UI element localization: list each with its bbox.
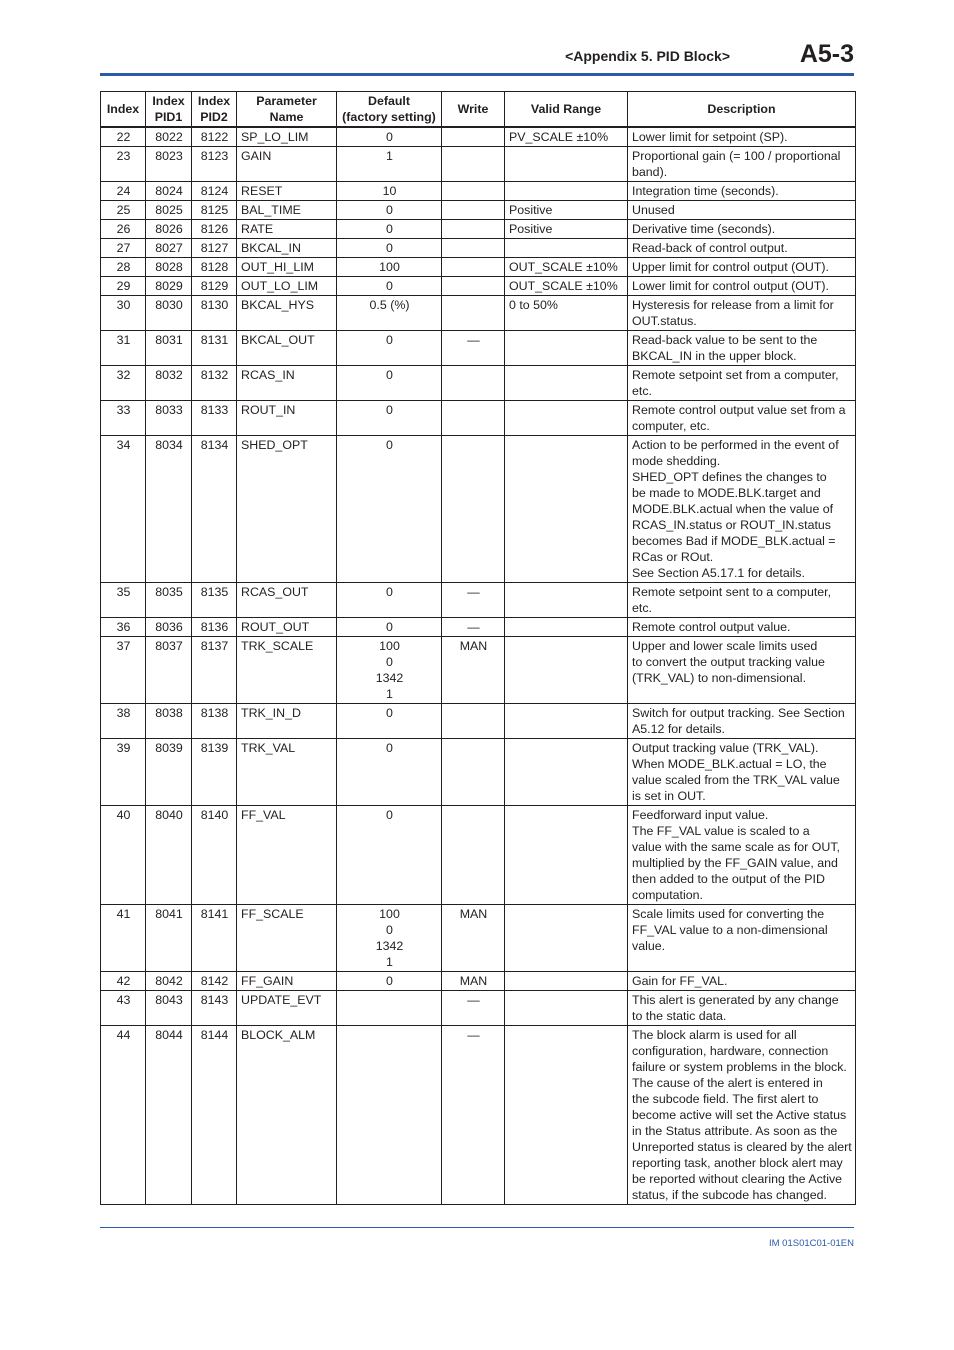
- description-cell: Upper and lower scale limits used to convert the output tracking value (TRK_VAL) to non-dimensional.: [628, 637, 856, 704]
- index-pid2-cell: 8125: [192, 201, 237, 220]
- index-cell: 40: [101, 806, 146, 905]
- index-pid1-cell: 8036: [146, 618, 192, 637]
- write-cell: MAN: [442, 637, 505, 704]
- write-cell: [442, 277, 505, 296]
- index-pid2-cell: 8124: [192, 182, 237, 201]
- write-cell: [442, 182, 505, 201]
- index-pid1-cell: 8027: [146, 239, 192, 258]
- description-cell: Remote control output value set from a computer, etc.: [628, 401, 856, 436]
- table-row: [101, 239, 856, 258]
- table-header: [101, 92, 856, 128]
- description-cell: Switch for output tracking. See Section A5.12 for details.: [628, 704, 856, 739]
- index-pid2-cell: 8123: [192, 147, 237, 182]
- index-cell: 36: [101, 618, 146, 637]
- col-write-header: Write: [442, 92, 505, 128]
- table-row: [101, 704, 856, 739]
- page-number: A5-3: [799, 40, 854, 68]
- default-cell: 100 0 1342 1: [337, 637, 442, 704]
- index-pid2-cell: 8133: [192, 401, 237, 436]
- valid-range-cell: [505, 583, 628, 618]
- default-cell: 0: [337, 331, 442, 366]
- header-rule: [100, 73, 854, 76]
- index-pid2-cell: 8129: [192, 277, 237, 296]
- description-cell: Remote setpoint set from a computer, etc.: [628, 366, 856, 401]
- valid-range-cell: 0 to 50%: [505, 296, 628, 331]
- valid-range-cell: [505, 972, 628, 991]
- index-pid1-cell: 8025: [146, 201, 192, 220]
- index-pid1-cell: 8031: [146, 331, 192, 366]
- valid-range-cell: [505, 704, 628, 739]
- parameter-name-cell: RESET: [237, 182, 337, 201]
- parameter-name-cell: TRK_SCALE: [237, 637, 337, 704]
- description-cell: Proportional gain (= 100 / proportional band).: [628, 147, 856, 182]
- index-pid2-cell: 8143: [192, 991, 237, 1026]
- description-cell: Hysteresis for release from a limit for OUT.status.: [628, 296, 856, 331]
- index-cell: 38: [101, 704, 146, 739]
- write-cell: [442, 201, 505, 220]
- index-cell: 25: [101, 201, 146, 220]
- valid-range-cell: [505, 147, 628, 182]
- index-pid1-cell: 8026: [146, 220, 192, 239]
- default-cell: 0: [337, 366, 442, 401]
- write-cell: —: [442, 1026, 505, 1205]
- col-index-pid2-header: Index PID2: [192, 92, 237, 128]
- index-pid2-cell: 8127: [192, 239, 237, 258]
- index-pid1-cell: 8039: [146, 739, 192, 806]
- index-pid2-cell: 8139: [192, 739, 237, 806]
- description-cell: Lower limit for control output (OUT).: [628, 277, 856, 296]
- write-cell: MAN: [442, 972, 505, 991]
- index-pid2-cell: 8132: [192, 366, 237, 401]
- parameter-name-cell: RATE: [237, 220, 337, 239]
- parameter-name-cell: ROUT_IN: [237, 401, 337, 436]
- col-index-header: Index: [101, 92, 146, 128]
- table-row: [101, 127, 856, 147]
- table-row: [101, 618, 856, 637]
- index-pid2-cell: 8126: [192, 220, 237, 239]
- default-cell: 0: [337, 201, 442, 220]
- write-cell: [442, 147, 505, 182]
- valid-range-cell: [505, 739, 628, 806]
- index-cell: 34: [101, 436, 146, 583]
- table-row: [101, 436, 856, 583]
- valid-range-cell: Positive: [505, 220, 628, 239]
- index-pid1-cell: 8024: [146, 182, 192, 201]
- parameter-name-cell: RCAS_IN: [237, 366, 337, 401]
- default-cell: 0: [337, 436, 442, 583]
- default-cell: 10: [337, 182, 442, 201]
- description-cell: This alert is generated by any change to the static data.: [628, 991, 856, 1026]
- default-cell: 0: [337, 220, 442, 239]
- index-cell: 24: [101, 182, 146, 201]
- default-cell: 0: [337, 401, 442, 436]
- index-pid1-cell: 8023: [146, 147, 192, 182]
- description-cell: Remote control output value.: [628, 618, 856, 637]
- default-cell: 100 0 1342 1: [337, 905, 442, 972]
- valid-range-cell: [505, 239, 628, 258]
- table-row: [101, 201, 856, 220]
- parameter-name-cell: FF_VAL: [237, 806, 337, 905]
- table-row: [101, 739, 856, 806]
- write-cell: —: [442, 618, 505, 637]
- footer-rule: [100, 1227, 854, 1228]
- index-pid1-cell: 8029: [146, 277, 192, 296]
- col-description-header: Description: [628, 92, 856, 128]
- index-cell: 41: [101, 905, 146, 972]
- valid-range-cell: OUT_SCALE ±10%: [505, 277, 628, 296]
- index-pid1-cell: 8030: [146, 296, 192, 331]
- description-cell: Unused: [628, 201, 856, 220]
- description-cell: Output tracking value (TRK_VAL). When MODE_BLK.actual = LO, the value scaled from the TRK_VAL value is set in OUT.: [628, 739, 856, 806]
- valid-range-cell: [505, 618, 628, 637]
- table-row: [101, 905, 856, 972]
- description-cell: Lower limit for setpoint (SP).: [628, 127, 856, 147]
- parameter-name-cell: UPDATE_EVT: [237, 991, 337, 1026]
- valid-range-cell: [505, 637, 628, 704]
- description-cell: Read-back value to be sent to the BKCAL_IN in the upper block.: [628, 331, 856, 366]
- table-row: [101, 258, 856, 277]
- table-row: [101, 296, 856, 331]
- table-row: [101, 637, 856, 704]
- write-cell: [442, 806, 505, 905]
- index-pid2-cell: 8142: [192, 972, 237, 991]
- index-pid2-cell: 8122: [192, 127, 237, 147]
- index-cell: 31: [101, 331, 146, 366]
- index-pid1-cell: 8037: [146, 637, 192, 704]
- index-pid2-cell: 8128: [192, 258, 237, 277]
- parameter-name-cell: OUT_LO_LIM: [237, 277, 337, 296]
- write-cell: [442, 258, 505, 277]
- default-cell: 0: [337, 739, 442, 806]
- parameter-name-cell: FF_GAIN: [237, 972, 337, 991]
- default-cell: 0: [337, 583, 442, 618]
- valid-range-cell: [505, 401, 628, 436]
- valid-range-cell: Positive: [505, 201, 628, 220]
- table-row: [101, 401, 856, 436]
- default-cell: [337, 991, 442, 1026]
- parameter-name-cell: GAIN: [237, 147, 337, 182]
- index-pid2-cell: 8141: [192, 905, 237, 972]
- write-cell: —: [442, 991, 505, 1026]
- document-code: IM 01S01C01-01EN: [768, 1238, 854, 1249]
- default-cell: [337, 1026, 442, 1205]
- index-pid1-cell: 8041: [146, 905, 192, 972]
- parameter-name-cell: RCAS_OUT: [237, 583, 337, 618]
- table-row: [101, 277, 856, 296]
- table-row: [101, 991, 856, 1026]
- write-cell: —: [442, 583, 505, 618]
- index-cell: 26: [101, 220, 146, 239]
- index-cell: 43: [101, 991, 146, 1026]
- col-parameter-name-header: Parameter Name: [237, 92, 337, 128]
- write-cell: [442, 704, 505, 739]
- index-pid2-cell: 8140: [192, 806, 237, 905]
- write-cell: [442, 127, 505, 147]
- parameter-name-cell: ROUT_OUT: [237, 618, 337, 637]
- write-cell: [442, 239, 505, 258]
- index-cell: 37: [101, 637, 146, 704]
- description-cell: Read-back of control output.: [628, 239, 856, 258]
- description-cell: Upper limit for control output (OUT).: [628, 258, 856, 277]
- index-cell: 44: [101, 1026, 146, 1205]
- parameter-name-cell: TRK_IN_D: [237, 704, 337, 739]
- parameter-name-cell: BLOCK_ALM: [237, 1026, 337, 1205]
- write-cell: —: [442, 331, 505, 366]
- description-cell: Gain for FF_VAL.: [628, 972, 856, 991]
- description-cell: Action to be performed in the event of mode shedding. SHED_OPT defines the changes to be made to MODE.BLK.target and MODE.BLK.actual when the value of RCAS_IN.status or ROUT_IN.status becomes Bad if MODE_BLK.actual = RCas or ROut. See Section A5.17.1 for details.: [628, 436, 856, 583]
- valid-range-cell: PV_SCALE ±10%: [505, 127, 628, 147]
- index-cell: 42: [101, 972, 146, 991]
- index-pid1-cell: 8033: [146, 401, 192, 436]
- valid-range-cell: [505, 1026, 628, 1205]
- valid-range-cell: [505, 436, 628, 583]
- description-cell: Derivative time (seconds).: [628, 220, 856, 239]
- default-cell: 0: [337, 618, 442, 637]
- write-cell: [442, 401, 505, 436]
- description-cell: Remote setpoint sent to a computer, etc.: [628, 583, 856, 618]
- table-row: [101, 1026, 856, 1205]
- col-valid-range-header: Valid Range: [505, 92, 628, 128]
- write-cell: [442, 220, 505, 239]
- index-cell: 35: [101, 583, 146, 618]
- default-cell: 0.5 (%): [337, 296, 442, 331]
- index-pid2-cell: 8144: [192, 1026, 237, 1205]
- index-pid1-cell: 8038: [146, 704, 192, 739]
- index-pid2-cell: 8137: [192, 637, 237, 704]
- default-cell: 0: [337, 704, 442, 739]
- index-pid2-cell: 8134: [192, 436, 237, 583]
- default-cell: 0: [337, 127, 442, 147]
- table-row: [101, 182, 856, 201]
- index-cell: 28: [101, 258, 146, 277]
- index-cell: 32: [101, 366, 146, 401]
- parameter-name-cell: BKCAL_IN: [237, 239, 337, 258]
- index-cell: 39: [101, 739, 146, 806]
- index-cell: 30: [101, 296, 146, 331]
- default-cell: 0: [337, 972, 442, 991]
- write-cell: [442, 296, 505, 331]
- parameter-name-cell: SHED_OPT: [237, 436, 337, 583]
- valid-range-cell: [505, 991, 628, 1026]
- index-pid2-cell: 8135: [192, 583, 237, 618]
- table-row: [101, 220, 856, 239]
- parameter-name-cell: BAL_TIME: [237, 201, 337, 220]
- table-body: [101, 127, 856, 1205]
- index-pid1-cell: 8044: [146, 1026, 192, 1205]
- valid-range-cell: [505, 331, 628, 366]
- table-row: [101, 366, 856, 401]
- description-cell: Scale limits used for converting the FF_VAL value to a non-dimensional value.: [628, 905, 856, 972]
- table-row: [101, 147, 856, 182]
- write-cell: [442, 739, 505, 806]
- description-cell: Feedforward input value. The FF_VAL value is scaled to a value with the same scale as for OUT, multiplied by the FF_GAIN value, and then added to the output of the PID computation.: [628, 806, 856, 905]
- default-cell: 100: [337, 258, 442, 277]
- default-cell: 0: [337, 277, 442, 296]
- write-cell: MAN: [442, 905, 505, 972]
- index-pid2-cell: 8138: [192, 704, 237, 739]
- valid-range-cell: [505, 806, 628, 905]
- index-pid1-cell: 8032: [146, 366, 192, 401]
- index-pid1-cell: 8042: [146, 972, 192, 991]
- index-pid2-cell: 8130: [192, 296, 237, 331]
- parameter-name-cell: OUT_HI_LIM: [237, 258, 337, 277]
- index-pid2-cell: 8136: [192, 618, 237, 637]
- col-index-pid1-header: Index PID1: [146, 92, 192, 128]
- index-pid1-cell: 8043: [146, 991, 192, 1026]
- parameter-name-cell: BKCAL_HYS: [237, 296, 337, 331]
- parameter-name-cell: SP_LO_LIM: [237, 127, 337, 147]
- write-cell: [442, 366, 505, 401]
- table-row: [101, 972, 856, 991]
- index-cell: 29: [101, 277, 146, 296]
- write-cell: [442, 436, 505, 583]
- default-cell: 1: [337, 147, 442, 182]
- parameter-name-cell: TRK_VAL: [237, 739, 337, 806]
- valid-range-cell: OUT_SCALE ±10%: [505, 258, 628, 277]
- index-cell: 33: [101, 401, 146, 436]
- valid-range-cell: [505, 905, 628, 972]
- index-cell: 23: [101, 147, 146, 182]
- col-default-header: Default (factory setting): [337, 92, 442, 128]
- index-pid1-cell: 8035: [146, 583, 192, 618]
- index-cell: 22: [101, 127, 146, 147]
- index-pid2-cell: 8131: [192, 331, 237, 366]
- table-row: [101, 331, 856, 366]
- valid-range-cell: [505, 366, 628, 401]
- default-cell: 0: [337, 239, 442, 258]
- index-pid1-cell: 8034: [146, 436, 192, 583]
- table-row: [101, 806, 856, 905]
- valid-range-cell: [505, 182, 628, 201]
- description-cell: The block alarm is used for all configuration, hardware, connection failure or system problems in the block. The cause of the alert is entered in the subcode field. The first alert to become active will set the Active status in the Status attribute. As soon as the Unreported status is cleared by the alert reporting task, another block alert may be reported without clearing the Active status, if the subcode has changed.: [628, 1026, 856, 1205]
- parameter-name-cell: FF_SCALE: [237, 905, 337, 972]
- default-cell: 0: [337, 806, 442, 905]
- index-pid1-cell: 8022: [146, 127, 192, 147]
- parameter-table: [100, 91, 856, 1205]
- table-row: [101, 583, 856, 618]
- description-cell: Integration time (seconds).: [628, 182, 856, 201]
- index-pid1-cell: 8040: [146, 806, 192, 905]
- parameter-name-cell: BKCAL_OUT: [237, 331, 337, 366]
- index-pid1-cell: 8028: [146, 258, 192, 277]
- header-title: <Appendix 5. PID Block>: [565, 48, 730, 64]
- index-cell: 27: [101, 239, 146, 258]
